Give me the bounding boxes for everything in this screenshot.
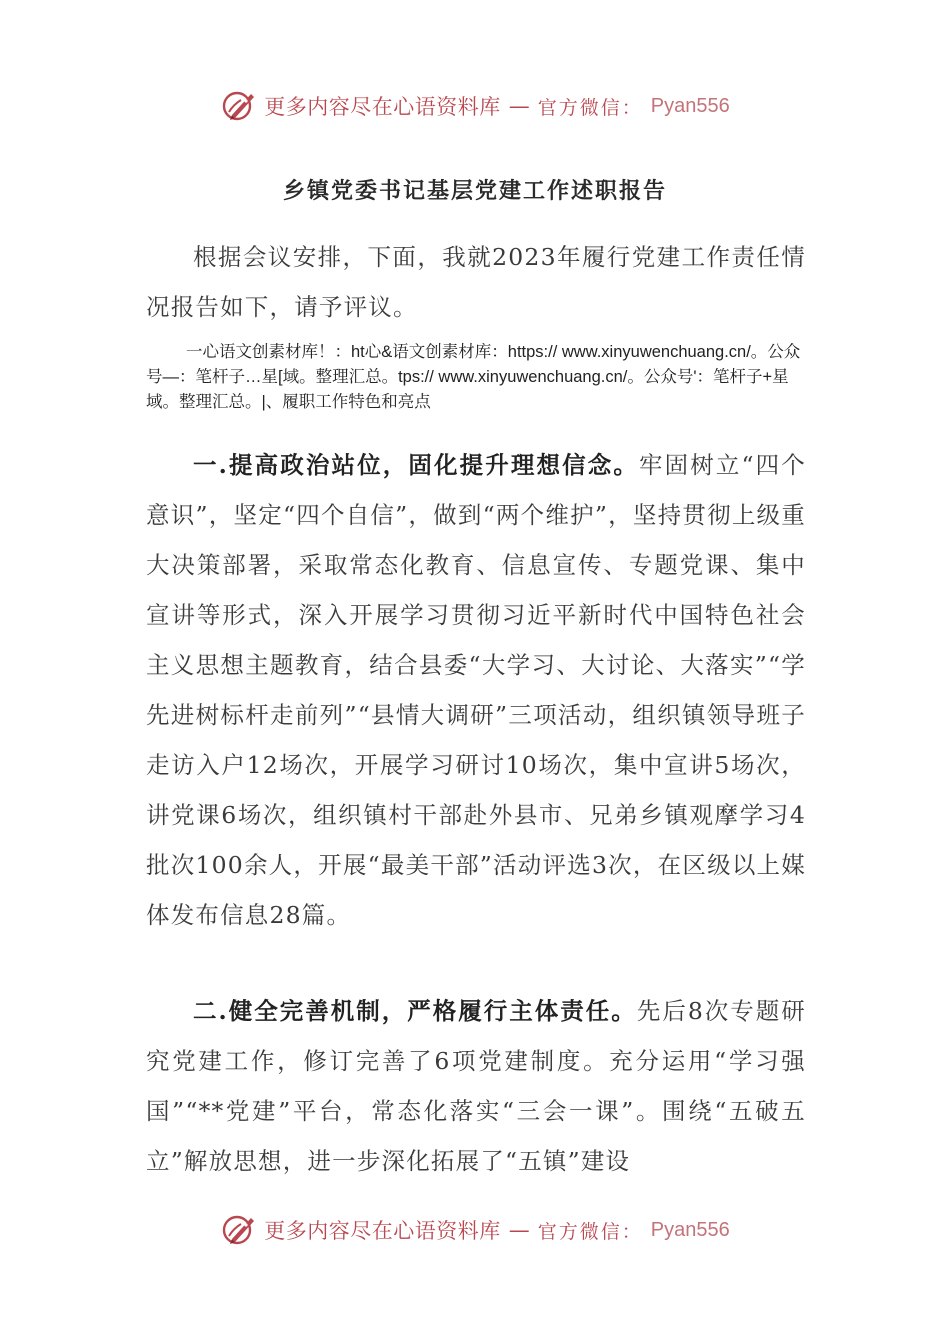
- banner-dash: —: [508, 94, 530, 118]
- footer-banner: [0, 1208, 950, 1252]
- intro-paragraph: 根据会议安排，下面，我就2023年履行党建工作责任情况报告如下，请予评议。: [146, 243, 806, 321]
- footer-wechat-label: 官方微信：: [537, 1220, 643, 1243]
- header-banner: [0, 84, 950, 128]
- footer-slogan: 更多内容尽在心语资料库: [264, 1219, 501, 1243]
- section-two-body: 先后8次专题研究党建工作，修订完善了6项党建制度。充分运用“学习强国”“**党建”平台，常态化落实“三会一课”。围绕“五破五立”解放思想，进一步深化拓展了“五镇”建设: [146, 997, 807, 1175]
- footer-wechat-id: Pyan556: [650, 1218, 730, 1241]
- section-two-heading: 二.健全完善机制，严格履行主体责任。: [193, 997, 637, 1025]
- document-title: 乡镇党委书记基层党建工作述职报告: [282, 178, 667, 204]
- footer-dash: —: [508, 1218, 530, 1242]
- pen-nib-seal-icon: [220, 1211, 258, 1249]
- section-one-body: 牢固树立“四个意识”，坚定“四个自信”，做到“两个维护”，坚持贯彻上级重大决策部署，采取常态化教育、信息宣传、专题党课、集中宣讲等形式，深入开展学习贯彻习近平新时代中国特色社会主义思想主题教育，结合县委“大学习、大讨论、大落实”“学先进树标杆走前列”“县情大调研”三项活动，组织镇领导班子走访入户12场次，开展学习研讨10场次，集中宣讲5场次，讲党课6场次，组织镇村干部赴外县市、兄弟乡镇观摩学习4批次100余人，开展“最美干部”活动评选3次，在区级以上媒体发布信息28篇。: [146, 451, 807, 929]
- section-one-paragraph: [146, 440, 806, 940]
- pen-nib-seal-icon: [220, 87, 258, 125]
- banner-slogan: 更多内容尽在心语资料库: [264, 95, 501, 119]
- section-one-heading: 一.提高政治站位，固化提升理想信念。: [193, 451, 640, 479]
- banner-wechat-label: 官方微信：: [537, 96, 643, 119]
- source-note: 一心语文创素材库！：ht心&语文创素材库：https:// www.xinyuwenchuang.cn/。公众号—：笔杆子…星[域。整理汇总。tps:// www.xinyuwenchuang.cn/。公众号'：笔杆子+星域。整理汇总。|、履职工作特色和亮点: [146, 343, 801, 411]
- section-two-paragraph: [146, 986, 806, 1186]
- banner-wechat-id: Pyan556: [650, 94, 730, 117]
